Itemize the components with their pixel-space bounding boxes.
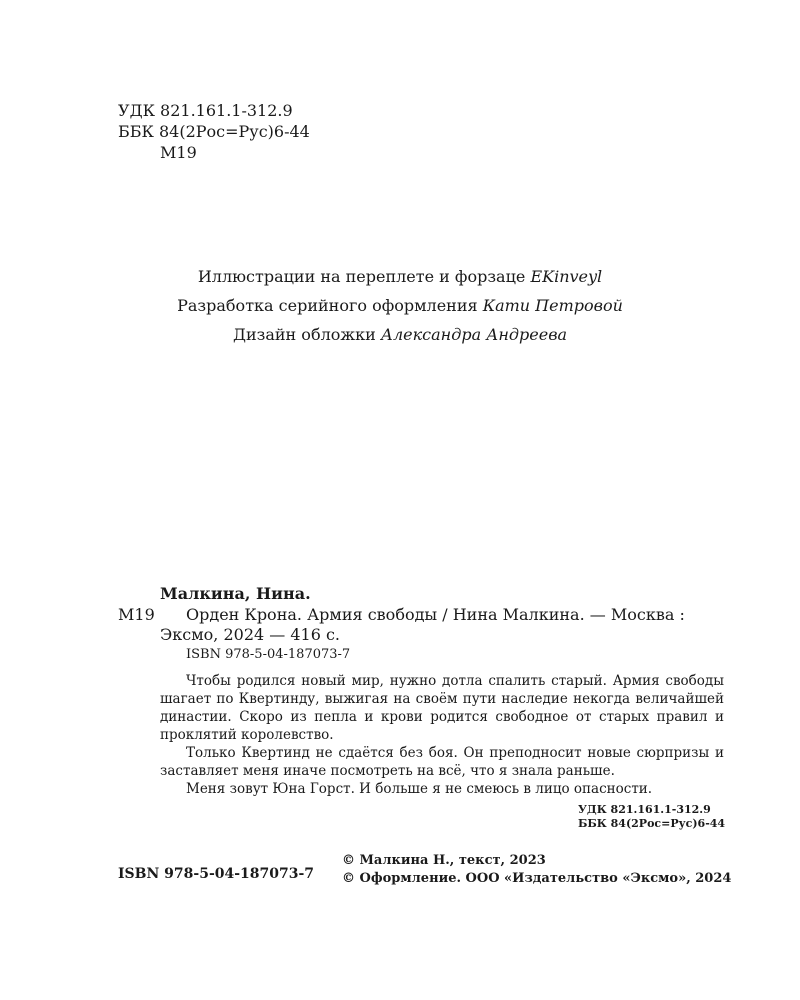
bib-publisher-line: Эксмо, 2024 — 416 с. bbox=[160, 625, 341, 644]
copyright-text: © Малкина Н., текст, 2023 bbox=[342, 853, 546, 868]
bib-isbn: ISBN 978-5-04-187073-7 bbox=[186, 647, 351, 662]
annotation bbox=[160, 672, 724, 798]
bib-record bbox=[160, 605, 720, 645]
credit-cover-design-label: Дизайн обложки bbox=[232, 325, 376, 344]
annotation-paragraph: Меня зовут Юна Горст. И больше я не смеюсь в лицо опасности. bbox=[186, 781, 653, 797]
copyright-block bbox=[342, 852, 731, 888]
bib-title: Орден Крона. Армия свободы / Нина Малкина. — Москва : bbox=[186, 605, 685, 624]
isbn-main: ISBN 978-5-04-187073-7 bbox=[118, 866, 315, 882]
credit-illustrations-name: EKinveyl bbox=[530, 267, 603, 286]
bib-author: Малкина, Нина. bbox=[160, 584, 311, 603]
annotation-paragraph: Только Квертинд не сдаётся без боя. Он преподносит новые сюрпризы и заставляет меня иначе посмотреть на всё, что я знала раньше. bbox=[160, 745, 724, 779]
bib-code: М19 bbox=[118, 605, 155, 624]
credit-series-design-label: Разработка серийного оформления bbox=[177, 296, 478, 315]
small-udk-code: УДК 821.161.1-312.9 bbox=[578, 803, 711, 816]
credit-illustrations-label: Иллюстрации на переплете и форзаце bbox=[197, 267, 526, 286]
bbk-code: ББК 84(2Рос=Рус)6-44 bbox=[118, 122, 310, 141]
classification-codes bbox=[118, 100, 310, 163]
udk-code: УДК 821.161.1-312.9 bbox=[118, 101, 293, 120]
annotation-paragraph: Чтобы родился новый мир, нужно дотла спалить старый. Армия свободы шагает по Квертинду, выжигая на своём пути наследие некогда величайшей династии. Скоро из пепла и крови родится свободное от старых правил и проклятий королевство. bbox=[160, 673, 724, 743]
credits-block bbox=[0, 262, 800, 349]
credit-series-design-name: Кати Петровой bbox=[482, 296, 623, 315]
credit-cover-design bbox=[0, 320, 800, 349]
credit-cover-design-name: Александра Андреева bbox=[380, 325, 568, 344]
credit-series-design bbox=[0, 291, 800, 320]
bib-title-line bbox=[160, 605, 720, 625]
small-bbk-code: ББК 84(2Рос=Рус)6-44 bbox=[578, 817, 726, 830]
small-classification-codes bbox=[578, 803, 725, 831]
author-mark: М19 bbox=[160, 143, 197, 162]
credit-illustrations bbox=[0, 262, 800, 291]
copyright-design: © Оформление. ООО «Издательство «Эксмо», 2024 bbox=[342, 871, 732, 886]
